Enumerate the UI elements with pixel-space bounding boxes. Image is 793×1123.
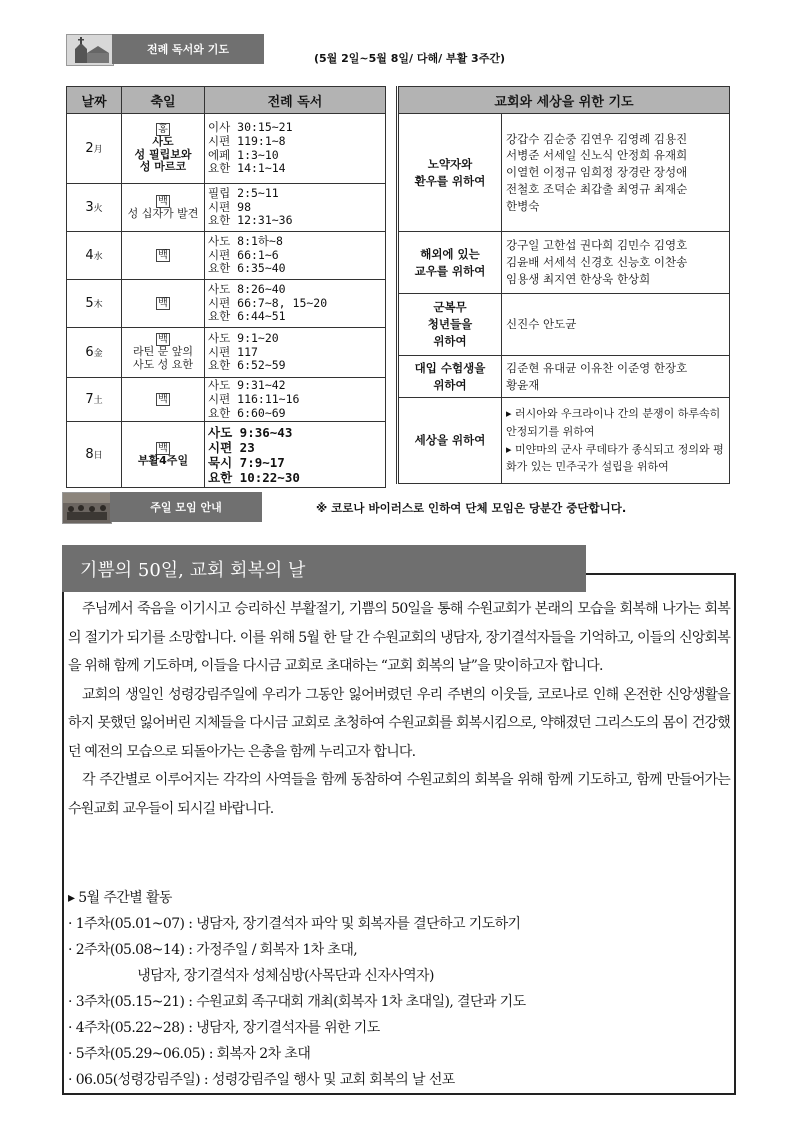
prayer-names: 강구일 고한섭 권다희 김민수 김영호 김윤배 서세석 신경호 신능호 이찬송 임용생 최지연 한상욱 한상희 [502, 232, 730, 294]
date-cell [67, 114, 122, 184]
prayer-names: 신진수 안도균 [502, 294, 730, 356]
article-paragraph: 각 주간별로 이루어지는 각각의 사역들을 함께 동참하여 수원교회의 회복을 위해 함께 기도하고, 함께 만들어가는 수원교회 교우들이 되시길 바랍니다. [68, 772, 730, 817]
liturgy-readings-table [66, 86, 386, 488]
feast-name: 부활4주일 [137, 454, 189, 468]
weekly-item: 냉담자, 장기결석자 성체심방(사목단과 신자사역자) [68, 968, 434, 984]
weekly-item: · 06.05(성령강림주일) : 성령강림주일 행사 및 교회 회복의 날 선포 [68, 1072, 455, 1088]
weekday: 月 [93, 145, 103, 155]
prayer-category: 세상을 위하여 [398, 398, 502, 484]
prayer-row [398, 294, 730, 356]
prayer-category: 대입 수험생을 위하여 [398, 356, 502, 398]
prayer-category: 군복무 청년들을 위하여 [398, 294, 502, 356]
date-cell [67, 378, 122, 422]
liturgical-color-badge: 백 [158, 334, 168, 346]
date-cell [67, 280, 122, 328]
prayer-names: 김준현 유대균 이유찬 이준영 한장호 황윤재 [502, 356, 730, 398]
prayer-row [398, 232, 730, 294]
prayer-item: ▸ 러시아와 우크라이나 간의 분쟁이 하루속히 안정되기를 위하여 [506, 407, 721, 438]
prayer-row [398, 114, 730, 232]
article-paragraph: 주님께서 죽음을 이기시고 승리하신 부활절기, 기쁨의 50일을 통해 수원교회가 본래의 모습을 회복해 나가는 회복의 절기가 되기를 소망합니다. 이를 위해 5월 한 달 간 수원교회의 냉담자, 장기결석자들을 기억하고, 이들의 신앙회복을 위해 함께 기도하며, 이들을 다시금 교회로 초대하는 “교회 회복의 날”을 맞이하고자 합니다. [68, 601, 730, 674]
prayer-table-header: 교회와 세상을 위한 기도 [398, 87, 730, 114]
date-cell [67, 328, 122, 378]
weekday: 木 [93, 300, 103, 310]
weekly-item: · 4주차(05.22~28) : 냉담자, 장기결석자를 위한 기도 [68, 1020, 380, 1036]
prayer-row [398, 356, 730, 398]
readings-cell: 이사 30:15~21 시편 119:1~8 에페 1:3~10 요한 14:1~14 [205, 114, 386, 184]
liturgical-color-badge: 백 [158, 443, 168, 455]
article-body [68, 595, 730, 823]
readings-cell: 사도 9:1~20 시편 117 요한 6:52~59 [205, 328, 386, 378]
weekday: 火 [93, 204, 103, 214]
prayer-item: ▸ 미얀마의 군사 쿠데타가 종식되고 정의와 평화가 있는 민주국가 설립을 위하여 [506, 442, 724, 474]
weekday: 土 [93, 396, 103, 407]
col-header-feast: 축일 [122, 87, 205, 114]
article-paragraph: 교회의 생일인 성령강림주일에 우리가 그동안 잃어버렸던 우리 주변의 이웃들, 코로나로 인해 온전한 신앙생활을 하지 못했던 잃어버린 지체들을 다시금 교회로 초청하여 수원교회를 회복시킴으로, 약해졌던 그리스도의 몸이 건강했던 예전의 모습으로 되돌아가는 은총을 함께 누리고자 합니다. [68, 686, 730, 760]
liturgical-color-badge: 백 [158, 250, 168, 261]
section-label-liturgy: 전례 독서와 기도 [112, 34, 264, 64]
liturgical-color-badge: 홍 [158, 124, 168, 136]
prayer-items [502, 398, 730, 484]
feast-cell [122, 232, 205, 280]
article-title: 기쁨의 50일, 교회 회복의 날 [62, 545, 586, 592]
weekday: 日 [93, 451, 103, 462]
weekly-item: · 1주차(05.01~07) : 냉담자, 장기결석자 파악 및 회복자를 결단하고 기도하기 [68, 916, 521, 932]
readings-cell: 사도 9:36~43 시편 23 묵시 7:9~17 요한 10:22~30 [205, 422, 386, 488]
prayer-row [398, 398, 730, 484]
liturgy-row [67, 184, 386, 232]
liturgy-row [67, 232, 386, 280]
day-number: 4 [85, 248, 94, 263]
weekday: 水 [93, 252, 103, 262]
weekday: 金 [93, 349, 103, 359]
liturgical-color-badge: 백 [158, 195, 168, 207]
feast-cell [122, 184, 205, 232]
feast-name: 성 십자가 발견 [127, 206, 199, 220]
weekly-activities [68, 885, 730, 1093]
liturgical-color-badge: 백 [158, 298, 168, 309]
readings-cell: 사도 8:26~40 시편 66:7~8, 15~20 요한 6:44~51 [205, 280, 386, 328]
col-header-readings: 전례 독서 [205, 87, 386, 114]
readings-cell: 필립 2:5~11 시편 98 요한 12:31~36 [205, 184, 386, 232]
day-number: 7 [85, 392, 94, 408]
liturgy-row [67, 280, 386, 328]
church-icon [66, 34, 114, 66]
date-cell [67, 184, 122, 232]
feast-name: 사도 성 필립보와 성 마르코 [134, 135, 192, 174]
feast-name: 라틴 문 앞의 사도 성 요한 [132, 345, 194, 371]
meeting-photo [62, 492, 112, 524]
readings-cell: 사도 8:1하~8 시편 66:1~6 요한 6:35~40 [205, 232, 386, 280]
liturgy-row [67, 328, 386, 378]
day-number: 6 [85, 345, 94, 360]
liturgy-row [67, 378, 386, 422]
readings-cell: 사도 9:31~42 시편 116:11~16 요한 6:60~69 [205, 378, 386, 422]
day-number: 2 [85, 141, 94, 156]
feast-cell [122, 280, 205, 328]
day-number: 8 [85, 447, 94, 463]
prayer-category: 해외에 있는 교우를 위하여 [398, 232, 502, 294]
prayer-category: 노약자와 환우를 위하여 [398, 114, 502, 232]
feast-cell [122, 378, 205, 422]
feast-cell [122, 328, 205, 378]
day-number: 3 [85, 200, 94, 215]
weekly-item: · 3주차(05.15~21) : 수원교회 족구대회 개최(회복자 1차 초대일), 결단과 기도 [68, 994, 526, 1010]
col-header-date: 날짜 [67, 87, 122, 114]
section-label-meetings: 주일 모임 안내 [110, 492, 262, 522]
liturgical-color-badge: 백 [158, 394, 168, 406]
liturgy-row [67, 114, 386, 184]
weekly-title: ▸ 5월 주간별 활동 [68, 890, 172, 906]
weekly-item: · 2주차(05.08~14) : 가정주일 / 회복자 1차 초대, [68, 942, 358, 958]
date-cell [67, 422, 122, 488]
prayer-table [396, 86, 730, 484]
day-number: 5 [85, 296, 94, 311]
liturgy-row [67, 422, 386, 488]
date-cell [67, 232, 122, 280]
corona-notice: ※ 코로나 바이러스로 인하여 단체 모임은 당분간 중단합니다. [316, 501, 627, 515]
feast-cell [122, 114, 205, 184]
feast-cell [122, 422, 205, 488]
prayer-names: 강갑수 김순중 김연우 김영례 김용진 서병준 서세일 신노식 안정희 유재희 이열헌 이정규 임희정 장경란 장성애 전철호 조덕순 최갑출 최영규 최재순 한병숙 [502, 114, 730, 232]
section-subtitle: (5월 2일~5월 8일/ 다해/ 부활 3주간) [314, 52, 505, 65]
weekly-item: · 5주차(05.29~06.05) : 회복자 2차 초대 [68, 1046, 311, 1062]
